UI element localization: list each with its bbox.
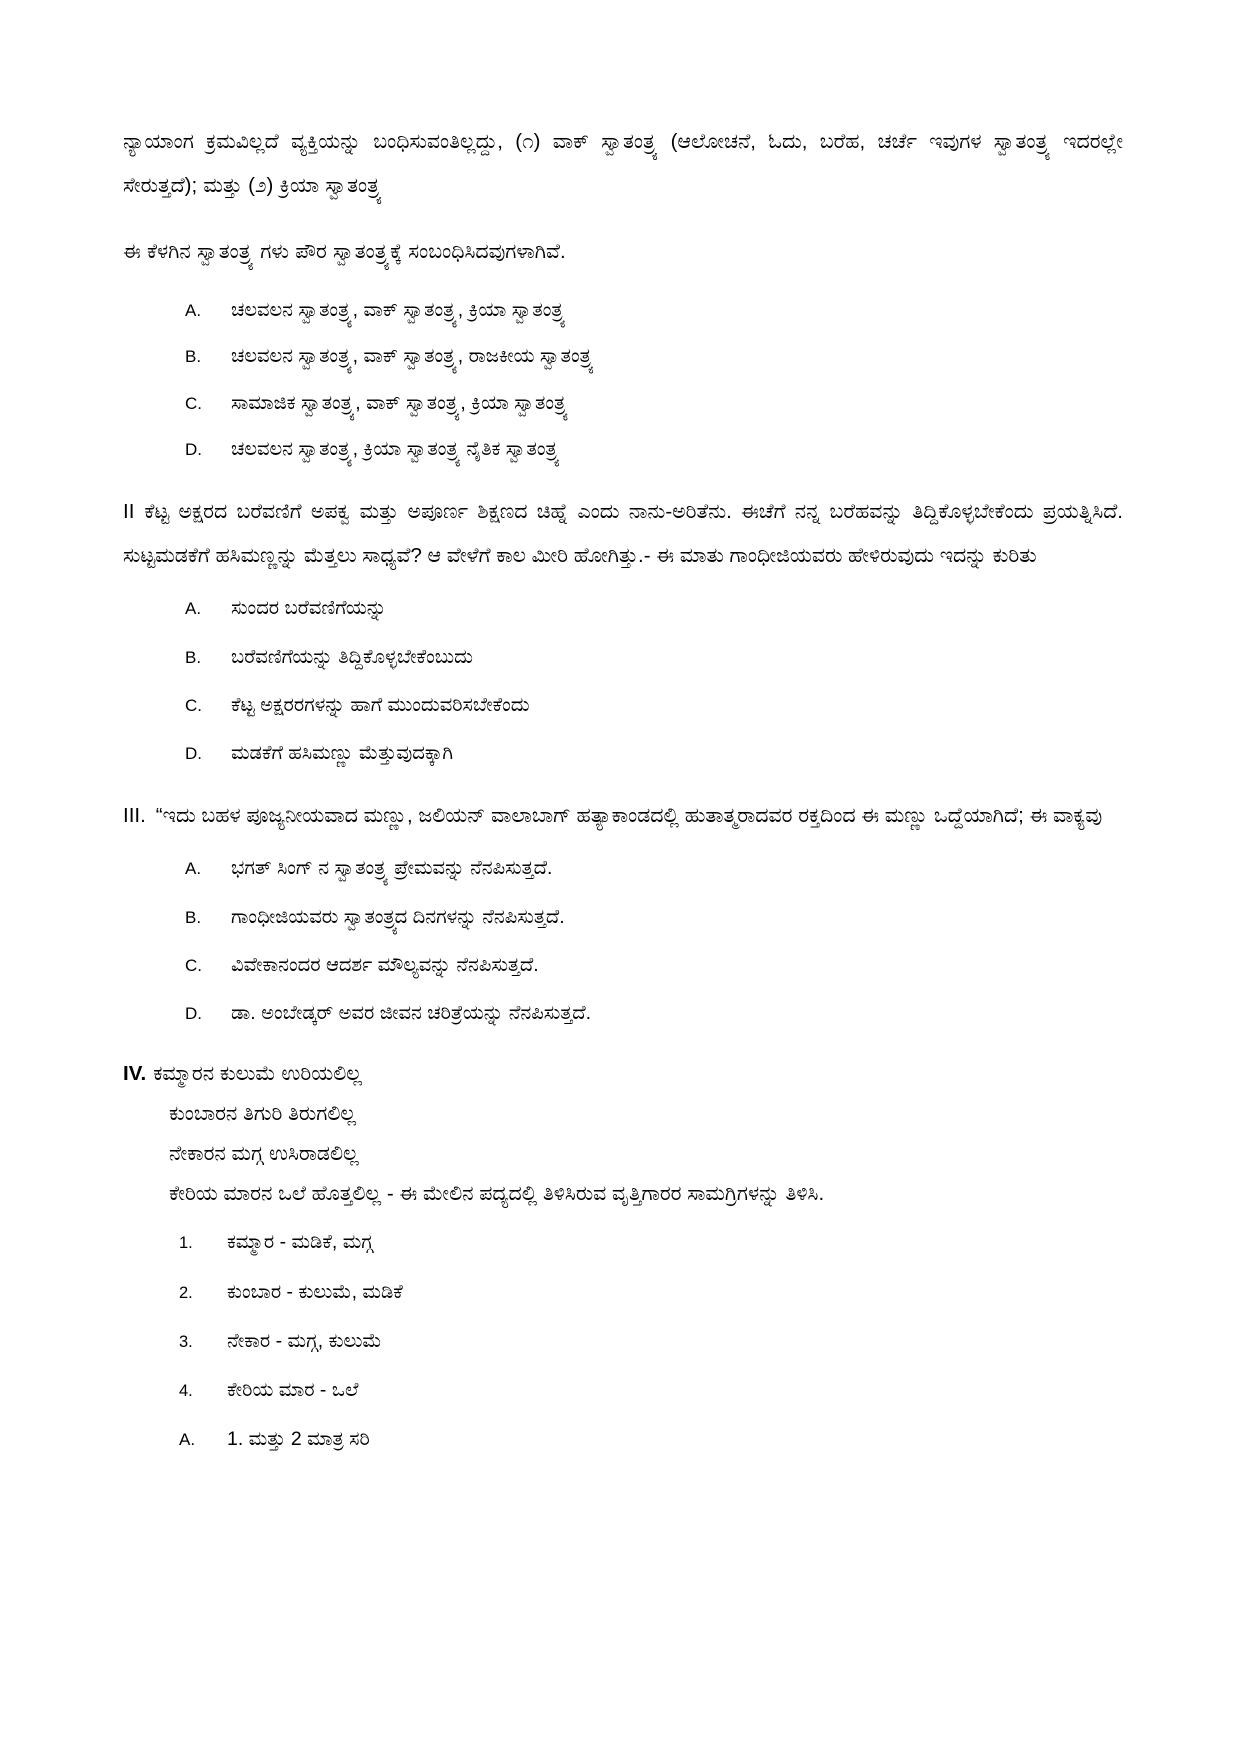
list-item[interactable]: [123, 1278, 1123, 1307]
option-item[interactable]: [123, 903, 1123, 932]
section-4-verse-line-3: ನೇಕಾರನ ಮಗ್ಗ ಉಸಿರಾಡಲಿಲ್ಲ: [169, 1142, 359, 1166]
section-2-passage: [123, 490, 1123, 578]
list-item-text: ನೇಕಾರ - ಮಗ್ಗ, ಕುಲುಮೆ: [227, 1329, 382, 1352]
section-4-verse-line-4: ಕೇರಿಯ ಮಾರನ ಒಲೆ ಹೊತ್ತಲಿಲ್ಲ - ಈ ಮೇಲಿನ ಪದ್ಯದಲ್ಲಿ ತಿಳಿಸಿರುವ ವೃತ್ತಿಗಾರರ ಸಾಮಗ್ರಿಗಳನ್ನು ತಿಳಿಸಿ.: [169, 1182, 825, 1206]
option-label: C.: [185, 695, 202, 715]
option-item[interactable]: [123, 594, 1123, 623]
option-text: ಡಾ. ಅಂಬೇಡ್ಕರ್ ಅವರ ಜೀವನ ಚರಿತ್ರೆಯನ್ನು ನೆನಪಿಸುತ್ತದೆ.: [231, 1002, 592, 1025]
intro-options-list: [123, 296, 1123, 464]
section-3-text: “ಇದು ಬಹಳ ಪೂಜ್ಯನೀಯವಾದ ಮಣ್ಣು, ಜಲಿಯನ್ ವಾಲಾಬಾಗ್ ಹತ್ಯಾಕಾಂಡದಲ್ಲಿ ಹುತಾತ್ಮರಾದವರ ರಕ್ತದಿಂದ ಈ ಮಣ್ಣು ಒದ್ದೆಯಾಗಿದೆ; ಈ ವಾಕ್ಯವು: [155, 804, 1103, 828]
section-4-answer-option[interactable]: [123, 1425, 1123, 1454]
list-item-text: ಕುಂಬಾರ - ಕುಲುಮೆ, ಮಡಿಕೆ: [227, 1280, 403, 1303]
section-2-options-list: [123, 594, 1123, 768]
list-item-label: 2.: [179, 1283, 193, 1302]
option-item[interactable]: [123, 435, 1123, 464]
option-label: D.: [185, 1004, 202, 1024]
list-item[interactable]: [123, 1376, 1123, 1405]
option-label: B.: [185, 347, 202, 367]
section-4-block: [123, 1054, 1123, 1214]
option-label: A.: [185, 599, 202, 619]
option-item[interactable]: [123, 643, 1123, 672]
option-item[interactable]: [123, 854, 1123, 883]
list-item[interactable]: [123, 1327, 1123, 1356]
option-item[interactable]: [123, 951, 1123, 980]
option-label: B.: [185, 647, 202, 667]
list-item-text: ಕೇರಿಯ ಮಾರ - ಒಲೆ: [227, 1379, 359, 1401]
section-2-text: ಕೆಟ್ಟ ಅಕ್ಷರದ ಬರೆವಣಿಗೆ ಅಪಕ್ವ ಮತ್ತು ಅಪೂರ್ಣ ಶಿಕ್ಷಣದ ಚಿಹ್ನೆ ಎಂದು ನಾನು-ಅರಿತೆನು. ಈಚೆಗೆ ನನ್ನ ಬರೆಹವನ್ನು ತಿದ್ದಿಕೊಳ್ಳಬೇಕೆಂದು ಪ್ರಯತ್ನಿಸಿದೆ. ಸುಟ್ಟಮಡಕೆಗೆ ಹಸಿಮಣ್ಣನ್ನು ಮೆತ್ತಲು ಸಾಧ್ಯವೆ? ಆ ವೇಳೆಗೆ ಕಾಲ ಮೀರಿ ಹೋಗಿತ್ತು.- ಈ ಮಾತು ಗಾಂಧೀಜಿಯವರು ಹೇಳಿರುವುದು ಇದನ್ನು ಕುರಿತು: [123, 500, 1123, 568]
list-item-label: 4.: [179, 1382, 193, 1400]
option-text: ಚಲವಲನ ಸ್ವಾತಂತ್ರ್ಯ, ವಾಕ್ ಸ್ವಾತಂತ್ರ್ಯ, ಕ್ರಿಯಾ ಸ್ವಾತಂತ್ರ್ಯ: [231, 299, 567, 322]
section-2-marker: II: [123, 500, 135, 524]
section-3-options-list: [123, 854, 1123, 1028]
section-3-marker: III.: [123, 804, 146, 828]
option-text: ಕೆಟ್ಟ ಅಕ್ಷರರಗಳನ್ನು ಹಾಗೆ ಮುಂದುವರಿಸಬೇಕೆಂದು: [231, 693, 530, 716]
section-4-verse-line-2: ಕುಂಬಾರನ ತಿಗುರಿ ತಿರುಗಲಿಲ್ಲ: [169, 1102, 357, 1126]
option-label: A.: [179, 1430, 196, 1450]
option-label: A.: [185, 301, 202, 321]
section-3-passage: [123, 794, 1123, 838]
option-text: ಚಲವಲನ ಸ್ವಾತಂತ್ರ್ಯ, ಕ್ರಿಯಾ ಸ್ವಾತಂತ್ರ್ಯ ನೈತಿಕ ಸ್ವಾತಂತ್ರ್ಯ: [231, 437, 561, 460]
option-text: 1. ಮತ್ತು 2 ಮಾತ್ರ ಸರಿ: [227, 1428, 370, 1451]
option-label: C.: [185, 393, 202, 413]
option-label: C.: [185, 955, 202, 975]
option-item[interactable]: [123, 296, 1123, 325]
list-item-label: 3.: [179, 1332, 193, 1351]
intro-paragraph: ನ್ಯಾಯಾಂಗ ಕ್ರಮವಿಲ್ಲದೆ ವ್ಯಕ್ತಿಯನ್ನು ಬಂಧಿಸುವಂತಿಲ್ಲದ್ದು, (೧) ವಾಕ್ ಸ್ವಾತಂತ್ರ್ಯ (ಆಲೋಚನೆ, ಓದು, ಬರೆಹ, ಚರ್ಚೆ ಇವುಗಳ ಸ್ವಾತಂತ್ರ್ಯ ಇದರಲ್ಲೇ ಸೇರುತ್ತದೆ); ಮತ್ತು (೨) ಕ್ರಿಯಾ ಸ್ವಾತಂತ್ರ್ಯ: [123, 130, 1123, 198]
option-label: B.: [185, 907, 202, 927]
list-item-text: ಕಮ್ಮಾರ - ಮಡಿಕೆ, ಮಗ್ಗ: [227, 1231, 373, 1254]
option-item[interactable]: [123, 999, 1123, 1028]
option-item[interactable]: [123, 739, 1123, 768]
option-label: D.: [185, 439, 202, 459]
section-4-verse-line-1: ಕಮ್ಮಾರನ ಕುಲುಮೆ ಉರಿಯಲಿಲ್ಲ: [153, 1062, 362, 1086]
intro-question: ಈ ಕೆಳಗಿನ ಸ್ವಾತಂತ್ರ್ಯ ಗಳು ಪೌರ ಸ್ವಾತಂತ್ರ್ಯಕ್ಕೆ ಸಂಬಂಧಿಸಿದವುಗಳಾಗಿವೆ.: [123, 240, 566, 264]
option-label: A.: [185, 859, 202, 879]
list-item-label: 1.: [179, 1234, 193, 1253]
list-item[interactable]: [123, 1228, 1123, 1257]
section-4-marker: IV.: [123, 1062, 147, 1086]
section-4-heading: [123, 1054, 1123, 1094]
option-text: ಸಾಮಾಜಿಕ ಸ್ವಾತಂತ್ರ್ಯ, ವಾಕ್ ಸ್ವಾತಂತ್ರ್ಯ, ಕ್ರಿಯಾ ಸ್ವಾತಂತ್ರ್ಯ: [231, 391, 569, 414]
option-text: ಸುಂದರ ಬರೆವಣಿಗೆಯನ್ನು: [231, 597, 387, 620]
option-text: ವಿವೇಕಾನಂದರ ಆದರ್ಶ ಮೌಲ್ಯವನ್ನು ನೆನಪಿಸುತ್ತದೆ.: [231, 953, 539, 976]
option-text: ಭಗತ್ ಸಿಂಗ್ ನ ಸ್ವಾತಂತ್ರ್ಯ ಪ್ರೇಮವನ್ನು ನೆನಪಿಸುತ್ತದೆ.: [231, 857, 553, 880]
option-label: D.: [185, 744, 202, 764]
section-4-numbered-list: [123, 1228, 1123, 1405]
option-text: ಚಲವಲನ ಸ್ವಾತಂತ್ರ್ಯ, ವಾಕ್ ಸ್ವಾತಂತ್ರ್ಯ, ರಾಜಕೀಯ ಸ್ವಾತಂತ್ರ್ಯ: [231, 345, 595, 368]
option-text: ಬರೆವಣಿಗೆಯನ್ನು ತಿದ್ದಿಕೊಳ್ಳಬೇಕೆಂಬುದು: [231, 645, 473, 668]
option-item[interactable]: [123, 342, 1123, 371]
option-item[interactable]: [123, 389, 1123, 418]
option-text: ಮಡಕೆಗೆ ಹಸಿಮಣ್ಣು ಮೆತ್ತುವುದಕ್ಕಾಗಿ: [231, 742, 454, 765]
option-text: ಗಾಂಧೀಜಿಯವರು ಸ್ವಾತಂತ್ರ್ಯದ ದಿನಗಳನ್ನು ನೆನಪಿಸುತ್ತದೆ.: [231, 905, 565, 928]
option-item[interactable]: [123, 691, 1123, 720]
